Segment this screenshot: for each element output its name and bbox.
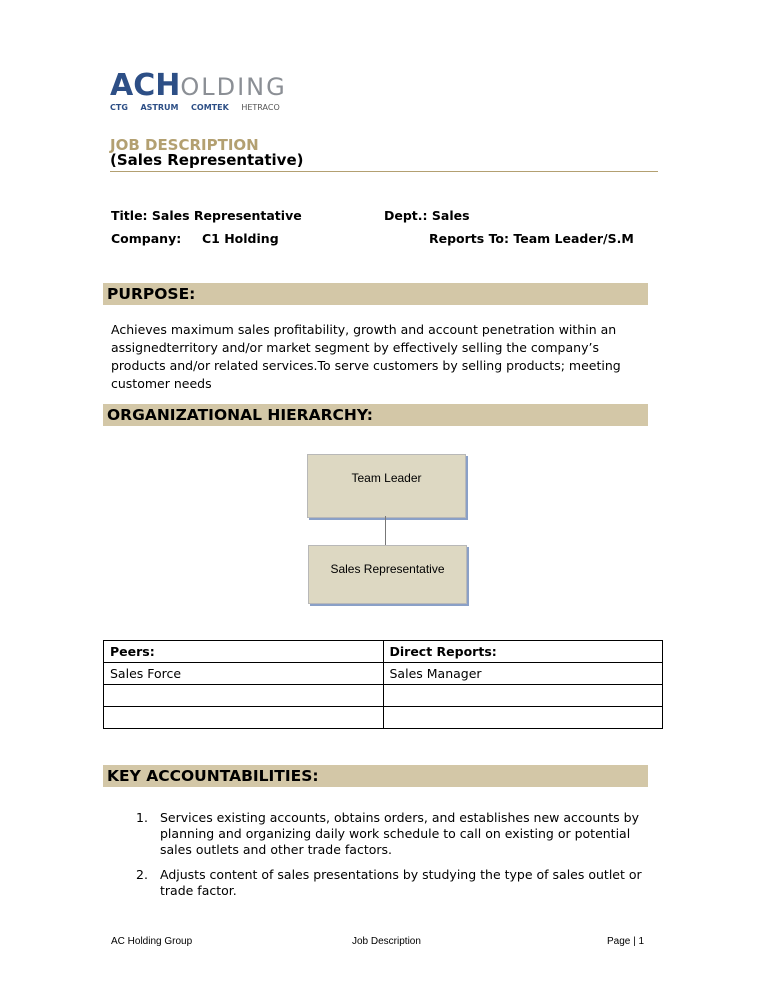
company-value: C1 Holding	[202, 231, 279, 246]
list-item	[136, 867, 656, 899]
table-header-row	[104, 641, 663, 663]
table-header-cell: Direct Reports:	[383, 641, 663, 663]
purpose-text: Achieves maximum sales profitability, growth and account penetration within an assignedterritory and/or market segment by effectively selling the company’s products and/or related services.To serve customers by selling products; meeting customer needs	[111, 322, 621, 391]
table-header-cell: Peers:	[104, 641, 384, 663]
table-cell: Sales Manager	[383, 663, 663, 685]
table-cell	[104, 685, 384, 707]
org-box-team-leader: Team Leader	[307, 454, 466, 518]
list-item-number: 1.	[136, 810, 148, 825]
section-heading-purpose: PURPOSE:	[107, 285, 196, 303]
list-item-text: Adjusts content of sales presentations by studying the type of sales outlet or trade factor.	[160, 867, 642, 898]
org-box-sales-rep: Sales Representative	[308, 545, 467, 604]
section-band-purpose	[103, 283, 648, 305]
table-cell	[383, 685, 663, 707]
peers-table	[103, 640, 663, 729]
section-heading-accountabilities: KEY ACCOUNTABILITIES:	[107, 767, 319, 785]
list-item-text: Services existing accounts, obtains orders, and establishes new accounts by planning and organizing daily work schedule to call on existing or potential sales outlets and other trade factors.	[160, 810, 639, 857]
document-subtitle: (Sales Representative)	[110, 151, 304, 169]
company-logo	[110, 70, 320, 118]
list-item	[136, 810, 656, 858]
department: Dept.: Sales	[384, 208, 470, 223]
section-band-accountabilities	[103, 765, 648, 787]
document-title: JOB DESCRIPTION	[110, 136, 259, 154]
section-heading-hierarchy: ORGANIZATIONAL HIERARCHY:	[107, 406, 373, 424]
table-cell	[104, 707, 384, 729]
list-item-number: 2.	[136, 867, 148, 882]
table-cell: Sales Force	[104, 663, 384, 685]
table-row	[104, 707, 663, 729]
job-title: Title: Sales Representative	[111, 208, 302, 223]
reports-to: Reports To: Team Leader/S.M	[429, 231, 634, 246]
footer-left: AC Holding Group	[111, 936, 193, 947]
table-cell	[383, 707, 663, 729]
logo-subsidiaries: CTG ASTRUM COMTEK HETRACO	[110, 103, 280, 112]
footer-page-number: Page | 1	[607, 936, 645, 947]
table-row	[104, 663, 663, 685]
section-band-hierarchy	[103, 404, 648, 426]
accountabilities-list	[136, 810, 656, 908]
logo-wordmark: ACHOLDING	[110, 68, 287, 103]
org-connector	[385, 516, 386, 545]
title-divider	[110, 171, 658, 172]
company-label: Company:	[111, 231, 182, 246]
table-row	[104, 685, 663, 707]
footer-center: Job Description	[352, 936, 421, 947]
